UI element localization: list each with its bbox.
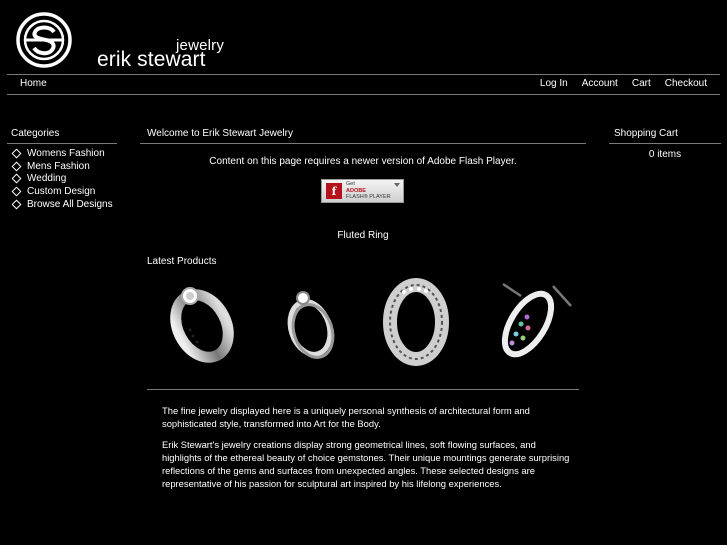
diamond-bullet-icon: [12, 174, 22, 184]
cart-title: Shopping Cart: [614, 128, 678, 139]
diamond-bullet-icon: [12, 161, 22, 171]
diamond-bullet-icon: [12, 148, 22, 158]
main-title-divider: [140, 143, 586, 144]
product-ring-fluted-image[interactable]: [371, 276, 461, 366]
download-arrow-icon: [394, 183, 400, 187]
nav-checkout-link[interactable]: Checkout: [664, 78, 707, 89]
latest-products-title: Latest Products: [147, 256, 217, 267]
nav-bottom-divider: [7, 94, 720, 95]
category-item-womens[interactable]: [11, 147, 113, 160]
products-divider: [147, 389, 579, 390]
product-pendant-gemstones-image[interactable]: [483, 276, 573, 366]
product-ring-diamond-wide-image[interactable]: [157, 276, 247, 366]
flash-notice: Content on this page requires a newer version of Adobe Flash Player.: [209, 156, 517, 167]
category-label: Mens Fashion: [27, 160, 90, 172]
cart-divider: [609, 143, 721, 144]
featured-product-name[interactable]: Fluted Ring: [337, 230, 389, 241]
category-item-wedding[interactable]: [11, 172, 113, 185]
nav-account-links: [540, 78, 707, 89]
cart-item-count[interactable]: 0 items: [648, 149, 682, 160]
category-label: Womens Fashion: [27, 147, 105, 159]
flash-button-player: FLASH® PLAYER: [346, 194, 391, 201]
brand-tagline: jewelry: [176, 37, 225, 54]
main-title: Welcome to Erik Stewart Jewelry: [147, 128, 293, 139]
categories-list: [11, 147, 113, 210]
category-item-browse-all[interactable]: [11, 198, 113, 211]
category-label: Browse All Designs: [27, 198, 113, 210]
category-item-custom[interactable]: [11, 185, 113, 198]
nav-login-link[interactable]: Log In: [539, 78, 568, 89]
flash-button-get: Get: [346, 181, 355, 188]
diamond-bullet-icon: [12, 199, 22, 209]
category-label: Wedding: [27, 173, 67, 185]
get-flash-player-button[interactable]: [321, 179, 404, 203]
flash-button-adobe: ADOBE: [346, 187, 366, 194]
nav-cart-link[interactable]: Cart: [631, 78, 651, 89]
brand-logo-icon[interactable]: [16, 12, 72, 68]
brand-name[interactable]: erik stewart: [97, 48, 206, 71]
diamond-bullet-icon: [12, 186, 22, 196]
category-label: Custom Design: [27, 185, 96, 197]
categories-title: Categories: [11, 128, 60, 139]
nav-home-link[interactable]: Home: [20, 78, 47, 89]
about-paragraph-2: Erik Stewart's jewelry creations display strong geometrical lines, soft flowing surfaces, and highlights of the ethereal beauty of choice gemstones. Their unique mountings generate surprising reflections of the gems and surfaces from unexpected angles. These selected designs are representative of his passion for sculptural art inspired by his lifelong experiences.: [162, 439, 570, 489]
category-item-mens[interactable]: [11, 160, 113, 173]
nav-top-divider: [7, 74, 720, 75]
flash-logo-icon: f: [326, 183, 342, 199]
nav-account-link[interactable]: Account: [581, 78, 618, 89]
about-text: [162, 405, 574, 499]
categories-divider: [7, 143, 117, 144]
about-paragraph-1: The fine jewelry displayed here is a uniquely personal synthesis of architectural form and sophisticated style, transformed into Art for the Body.: [162, 405, 530, 429]
product-ring-solitaire-double-image[interactable]: [265, 276, 355, 366]
